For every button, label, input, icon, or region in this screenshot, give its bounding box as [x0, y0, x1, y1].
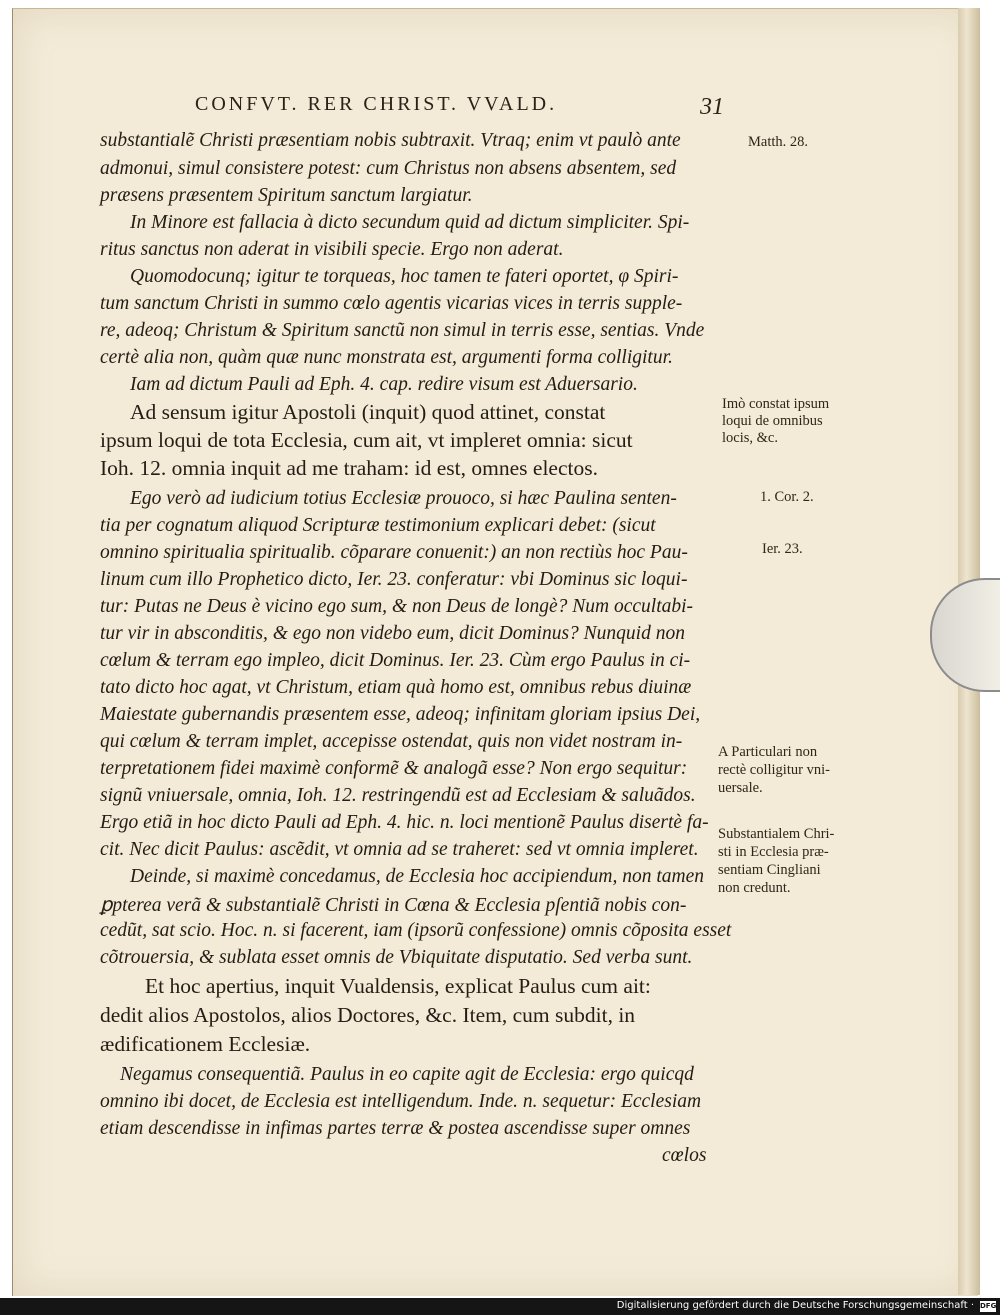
- margin-note: Ier. 23.: [762, 541, 803, 557]
- body-line: ritus sanctus non aderat in visibili specie. Ergo non aderat.: [100, 239, 564, 260]
- body-line: ꝑpterea verã & substantialẽ Christi in Cœna & Ecclesia pſentiã nobis con-: [100, 895, 687, 916]
- catchword: cœlos: [662, 1145, 707, 1166]
- body-line: Ad sensum igitur Apostoli (inquit) quod attinet, constat: [130, 400, 606, 424]
- margin-note: locis, &c.: [722, 430, 778, 446]
- body-line: In Minore est fallacia à dicto secundum quid ad dictum simpliciter. Spi-: [130, 212, 690, 233]
- body-line: qui cœlum & terram implet, accepisse ostendat, quis non videt nostram in-: [100, 731, 683, 752]
- margin-note: Matth. 28.: [748, 134, 809, 150]
- margin-note: A Particulari non: [718, 744, 818, 760]
- body-line: Et hoc apertius, inquit Vualdensis, explicat Paulus cum ait:: [145, 974, 651, 998]
- margin-note: loqui de omnibus: [722, 413, 823, 429]
- footer-credit: Digitalisierung gefördert durch die Deutsche Forschungsgemeinschaft ·: [616, 1300, 974, 1311]
- body-line: etiam descendisse in infimas partes terræ & postea ascendisse super omnes: [100, 1118, 691, 1139]
- margin-note: uersale.: [718, 780, 763, 796]
- body-line: ipsum loqui de tota Ecclesia, cum ait, vt impleret omnia: sicut: [100, 428, 633, 452]
- body-line: certè alia non, quàm quæ nunc monstrata est, argumenti forma colligitur.: [100, 347, 673, 368]
- body-line: omnino spiritualia spiritualib. cõparare conuenit:) an non rectiùs hoc Pau-: [100, 542, 688, 563]
- body-line: Maiestate gubernandis præsentem esse, adeoq; infinitam gloriam ipsius Dei,: [100, 704, 701, 725]
- body-line: Ego verò ad iudicium totius Ecclesiæ prouoco, si hæc Paulina senten-: [130, 488, 677, 509]
- body-line: signũ vniuersale, omnia, Ioh. 12. restringendũ est ad Ecclesiam & saluãdos.: [100, 785, 696, 806]
- body-line: dedit alios Apostolos, alios Doctores, &c. Item, cum subdit, in: [100, 1003, 636, 1027]
- body-line: linum cum illo Prophetico dicto, Ier. 23. conferatur: vbi Dominus sic loqui-: [100, 569, 688, 590]
- running-head: CONFVT. RER CHRIST. VVALD.: [195, 93, 558, 115]
- body-line: ædificationem Ecclesiæ.: [100, 1032, 311, 1056]
- margin-note: sentiam Cingliani: [718, 862, 821, 878]
- body-line: Ergo etiã in hoc dicto Pauli ad Eph. 4. hic. n. loci mentionẽ Paulus disertè fa-: [100, 812, 709, 833]
- body-line: Negamus consequentiã. Paulus in eo capite agit de Ecclesia: ergo quicqd: [120, 1064, 694, 1085]
- body-line: tum sanctum Christi in summo cœlo agentis vicarias vices in terris supple-: [100, 293, 683, 314]
- body-line: Iam ad dictum Pauli ad Eph. 4. cap. redire visum est Aduersario.: [130, 374, 638, 395]
- body-line: præsens præsentem Spiritum sanctum largiatur.: [100, 185, 473, 206]
- body-line: tur vir in absconditis, & ego non videbo eum, dicit Dominus? Nunquid non: [100, 623, 685, 644]
- body-line: cit. Nec dicit Paulus: ascẽdit, vt omnia ad se traheret: sed vt omnia impleret.: [100, 839, 699, 860]
- body-line: Quomodocunq; igitur te torqueas, hoc tamen te fateri oportet, φ Spiri-: [130, 266, 679, 287]
- margin-note: sti in Ecclesia præ-: [718, 844, 829, 860]
- margin-note: Imò constat ipsum: [722, 396, 830, 412]
- body-line: omnino ibi docet, de Ecclesia est intelligendum. Inde. n. sequetur: Ecclesiam: [100, 1091, 702, 1112]
- margin-note: 1. Cor. 2.: [760, 489, 814, 505]
- body-line: admonui, simul consistere potest: cum Christus non absens absentem, sed: [100, 158, 677, 179]
- body-line: terpretationem fidei maximè conformẽ & analogã esse? Non ergo sequitur:: [100, 758, 688, 779]
- body-line: cedũt, sat scio. Hoc. n. si facerent, iam (ipsorũ confessione) omnis cõposita esset: [100, 920, 732, 941]
- body-line: tia per cognatum aliquod Scripturæ testimonium explicari debet: (sicut: [100, 515, 656, 536]
- body-line: substantialẽ Christi præsentiam nobis subtraxit. Vtraq; enim vt paulò ante: [100, 130, 681, 151]
- body-line: Deinde, si maximè concedamus, de Ecclesia hoc accipiendum, non tamen: [130, 866, 704, 887]
- body-line: cœlum & terram ego impleo, dicit Dominus. Ier. 23. Cùm ergo Paulus in ci-: [100, 650, 691, 671]
- margin-note: Substantialem Chri-: [718, 826, 835, 842]
- margin-note: rectè colligitur vni-: [718, 762, 830, 778]
- body-line: re, adeoq; Christum & Spiritum sanctũ non simul in terris esse, sentias. Vnde: [100, 320, 705, 341]
- dfg-logo: DFG: [980, 1302, 997, 1310]
- body-line: Ioh. 12. omnia inquit ad me traham: id est, omnes electos.: [100, 456, 598, 480]
- margin-note: non credunt.: [718, 880, 791, 896]
- body-line: cõtrouersia, & sublata esset omnis de Vbiquitate disputatio. Sed verba sunt.: [100, 947, 693, 968]
- page-number: 31: [700, 94, 724, 120]
- body-line: tato dicto hoc agat, vt Christum, etiam quà homo est, omnibus rebus diuinæ: [100, 677, 692, 698]
- body-line: tur: Putas ne Deus è vicino ego sum, & non Deus de longè? Num occultabi-: [100, 596, 694, 617]
